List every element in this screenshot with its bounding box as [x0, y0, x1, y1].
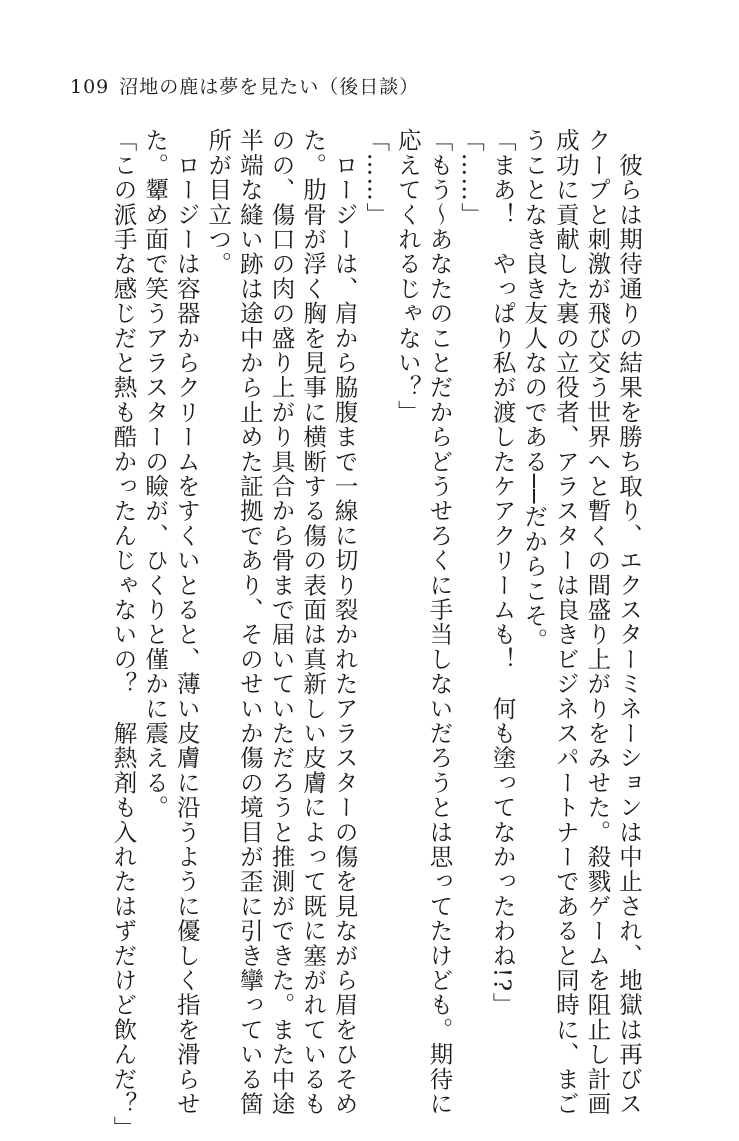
text-line: ロージーは、肩から脇腹まで一線に切り裂かれたアラスターの傷を見ながら眉をひそめ [330, 128, 359, 1116]
text-line: 半端な縫い跡は途中から止めた証拠であり、そのせいか傷の境目が歪に引き攣っている箇 [235, 128, 264, 1116]
text-line: 所が目立つ。 [204, 128, 233, 277]
running-header [70, 72, 419, 99]
text-line: た。肋骨が浮く胸を見事に横断する傷の表面は真新しい皮膚によって既に塞がれているも [299, 128, 328, 1116]
text-line: 「……」 [362, 128, 391, 227]
page-number: 109 [70, 76, 110, 98]
text-line: うことなき良き友人なのである──だからこそ。 [520, 128, 549, 653]
text-line: た。顰め面で笑うアラスターの瞼が、ひくりと僅かに震える。 [141, 128, 170, 820]
chapter-title: 沼地の鹿は夢を見たい（後日談） [119, 76, 420, 98]
text-line: 彼らは期待通りの結果を勝ち取り、エクスターミネーションは中止され、地獄は再びス [615, 128, 643, 1116]
text-line: のの、傷口の肉の盛り上がり具合から骨まで届いていただろうと推測ができた。また中途 [267, 128, 296, 1116]
text-line: 「もう～あなたのことだからどうせろくに手当しないだろうとは思ってたけども。期待に [425, 128, 454, 1116]
vertical-body-text [107, 128, 644, 1141]
text-line: 応えてくれるじゃない？」 [393, 128, 422, 425]
text-line: 「この派手な感じだと熱も酷かったんじゃないの？ 解熱剤も入れたはずだけど飲んだ？」 [109, 128, 138, 1141]
text-line: ロージーは容器からクリームをすくいとると、薄い皮膚に沿うように優しく指を滑らせ [172, 128, 201, 1116]
text-line: 「……」 [457, 128, 486, 227]
text-line: クープと刺激が飛び交う世界へと暫くの間盛り上がりをみせた。殺戮ゲームを阻止し計画 [583, 128, 612, 1116]
text-line: 「まあ！ やっぱり私が渡したケアクリームも！ 何も塗ってなかったわね!?」 [488, 128, 517, 1017]
text-line: 成功に貢献した裏の立役者、アラスターは良きビジネスパートナーであると同時に、まご [551, 128, 580, 1116]
